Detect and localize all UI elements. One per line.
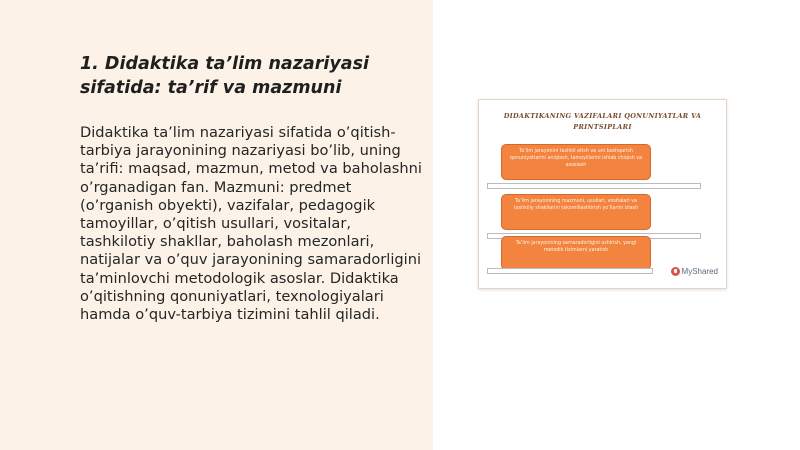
diagram-box-2: Ta’lim jarayonining mazmuni, usullari, vositalari va tashkiliy shakllarini takomillashtirish yo’llarini izlash: [501, 194, 651, 230]
diagram-title: DIDAKTIKANING VAZIFALARI QONUNIYATLAR VA PRINTSIPLARI: [503, 112, 702, 131]
myshared-logo: [671, 267, 718, 276]
myshared-logo-icon: [671, 267, 680, 276]
slide-body-text: Didaktika ta’lim nazariyasi sifatida o’qitish-tarbiya jarayonining nazariyasi bo’lib, uning ta’rifi: maqsad, mazmun, metod va baholashni o’rganadigan fan. Mazmuni: predmet (o’rganish obyekti), vazifalar, pedagogik tamoyillar, o’qitish usullari, vositalar, tashkilotiy shakllar, baholash mezonlari, natijalar va o’quv jarayonining samaradorligini ta’minlovchi metodologik asoslar. Didaktika o’qitishning qonuniyatlari, texnologiyalari hamda o’quv-tarbiya tizimini tahlil qiladi.: [80, 124, 422, 324]
diagram-box-1: Ta’lim jarayonini tashkil etish va uni boshqarish qonuniyatlarini aniqlash, tamoyillarini ishlab chiqish va asoslash: [501, 144, 651, 180]
diagram-divider-3: [487, 268, 653, 274]
myshared-logo-text: MyShared: [681, 267, 718, 276]
diagram-image: [478, 99, 727, 289]
slide-title: 1. Didaktika ta’lim nazariyasi sifatida: ta’rif va mazmuni: [80, 54, 369, 98]
diagram-divider-1: [487, 183, 701, 189]
diagram-box-3: Ta’lim jarayonining samaradorligini oshirish, yangi metodik tizimlarni yaratish: [501, 236, 651, 270]
